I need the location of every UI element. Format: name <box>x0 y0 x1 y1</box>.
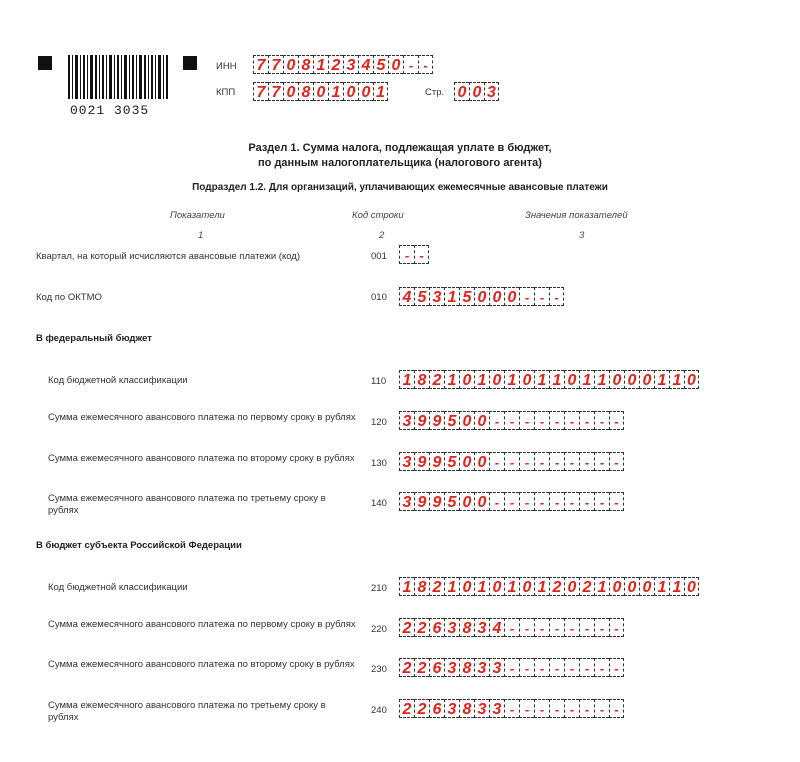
form-cell: 0 <box>684 577 699 596</box>
section-title-line2: по данным налогоплательщика (налогового агента) <box>258 157 542 169</box>
col-indicators: Показатели <box>170 210 225 221</box>
form-cell: 1 <box>534 370 549 389</box>
form-cell: 8 <box>459 699 474 718</box>
form-cell: - <box>609 618 624 637</box>
federal-second-cells <box>399 452 624 471</box>
form-cell: 3 <box>474 699 489 718</box>
federal-first-cells <box>399 411 624 430</box>
form-cell: 0 <box>609 370 624 389</box>
form-cell: - <box>504 699 519 718</box>
form-cell: - <box>534 492 549 511</box>
form-cell: 1 <box>534 577 549 596</box>
col-line-code: Код строки <box>352 210 404 221</box>
form-cell: 7 <box>253 55 268 74</box>
corner-marker-right <box>183 56 197 70</box>
form-cell: - <box>609 658 624 677</box>
form-cell: 3 <box>484 82 499 101</box>
col-num-1: 1 <box>198 230 204 241</box>
form-cell: - <box>594 492 609 511</box>
regional-kbk-code: 210 <box>371 583 387 594</box>
form-cell: 5 <box>459 287 474 306</box>
form-cell: 1 <box>399 370 414 389</box>
form-cell: 5 <box>444 452 459 471</box>
form-cell: 0 <box>283 55 298 74</box>
form-cell: 7 <box>253 82 268 101</box>
regional-second-label: Сумма ежемесячного авансового платежа по второму сроку в рублях <box>48 659 355 670</box>
form-cell: - <box>549 287 564 306</box>
form-cell: 6 <box>429 658 444 677</box>
form-cell: - <box>564 411 579 430</box>
form-cell: 1 <box>444 287 459 306</box>
regional-third-label: Сумма ежемесячного авансового платежа по третьему сроку в рублях <box>48 700 326 723</box>
form-cell: 9 <box>414 452 429 471</box>
federal-kbk-code: 110 <box>371 376 387 387</box>
form-cell: 9 <box>414 411 429 430</box>
form-cell: - <box>519 411 534 430</box>
form-cell: 1 <box>594 370 609 389</box>
federal-third-code: 140 <box>371 498 387 509</box>
quarter-label: Квартал, на который исчисляются авансовые платежи (код) <box>36 251 300 262</box>
col-num-2: 2 <box>379 230 385 241</box>
regional-third-code: 240 <box>371 705 387 716</box>
form-cell: - <box>549 618 564 637</box>
federal-kbk-cells <box>399 370 699 389</box>
oktmo-cells <box>399 287 564 306</box>
form-cell: - <box>594 618 609 637</box>
form-cell: 6 <box>429 618 444 637</box>
form-cell: - <box>534 287 549 306</box>
form-cell: 0 <box>564 370 579 389</box>
federal-first-label: Сумма ежемесячного авансового платежа по первому сроку в рублях <box>48 412 356 423</box>
form-cell: 0 <box>459 577 474 596</box>
form-cell: 3 <box>444 699 459 718</box>
form-cell: 0 <box>504 287 519 306</box>
form-cell: - <box>564 699 579 718</box>
regional-second-cells <box>399 658 624 677</box>
form-cell: - <box>504 411 519 430</box>
subsection-title: Подраздел 1.2. Для организаций, уплачивающих ежемесячные авансовые платежи <box>192 182 608 193</box>
form-cell: - <box>609 699 624 718</box>
form-cell: 2 <box>429 370 444 389</box>
federal-first-code: 120 <box>371 417 387 428</box>
form-cell: - <box>609 452 624 471</box>
section-title-line1: Раздел 1. Сумма налога, подлежащая уплате в бюджет, <box>248 142 552 154</box>
form-cell: 2 <box>549 577 564 596</box>
page-label: Стр. <box>425 87 445 98</box>
form-cell: - <box>534 618 549 637</box>
form-cell: 7 <box>268 82 283 101</box>
form-cell: 5 <box>373 55 388 74</box>
form-cell: 0 <box>343 82 358 101</box>
form-cell: - <box>549 658 564 677</box>
form-cell: - <box>489 492 504 511</box>
form-cell: - <box>504 658 519 677</box>
form-cell: 0 <box>624 577 639 596</box>
form-cell: 0 <box>519 370 534 389</box>
form-cell: - <box>519 699 534 718</box>
form-cell: 4 <box>399 287 414 306</box>
form-cell: 1 <box>313 55 328 74</box>
form-cell: 0 <box>564 577 579 596</box>
form-cell: 1 <box>549 370 564 389</box>
barcode-icon <box>68 55 168 99</box>
form-cell: - <box>579 618 594 637</box>
form-cell: 3 <box>399 411 414 430</box>
form-cell: - <box>579 699 594 718</box>
regional-third-cells <box>399 699 624 718</box>
form-cell: - <box>414 245 429 264</box>
quarter-cells <box>399 245 429 264</box>
form-cell: 0 <box>459 452 474 471</box>
form-cell: 0 <box>283 82 298 101</box>
form-cell: 3 <box>429 287 444 306</box>
form-cell: 0 <box>388 55 403 74</box>
form-cell: - <box>418 55 433 74</box>
form-cell: 2 <box>429 577 444 596</box>
federal-third-cells <box>399 492 624 511</box>
form-cell: 2 <box>414 618 429 637</box>
form-cell: 1 <box>399 577 414 596</box>
form-cell: 1 <box>654 370 669 389</box>
form-cell: 3 <box>399 492 414 511</box>
form-cell: 1 <box>474 577 489 596</box>
form-cell: - <box>504 452 519 471</box>
form-cell: - <box>504 618 519 637</box>
form-cell: - <box>564 618 579 637</box>
form-cell: 1 <box>579 370 594 389</box>
form-cell: 1 <box>669 577 684 596</box>
form-cell: 0 <box>624 370 639 389</box>
form-cell: 0 <box>489 370 504 389</box>
federal-kbk-label: Код бюджетной классификации <box>48 375 188 386</box>
form-cell: 2 <box>414 699 429 718</box>
col-num-3: 3 <box>579 230 585 241</box>
regional-heading: В бюджет субъекта Российской Федерации <box>36 540 242 551</box>
form-cell: - <box>489 452 504 471</box>
inn-cells <box>253 55 433 74</box>
form-cell: - <box>403 55 418 74</box>
form-cell: - <box>519 452 534 471</box>
form-cell: 9 <box>429 411 444 430</box>
form-cell: 1 <box>328 82 343 101</box>
form-cell: 9 <box>429 452 444 471</box>
form-cell: 0 <box>474 287 489 306</box>
form-cell: 0 <box>609 577 624 596</box>
form-cell: - <box>519 618 534 637</box>
federal-heading: В федеральный бюджет <box>36 333 152 344</box>
form-cell: 3 <box>399 452 414 471</box>
form-cell: - <box>564 492 579 511</box>
form-cell: 3 <box>489 658 504 677</box>
form-cell: 0 <box>459 370 474 389</box>
form-cell: 8 <box>414 577 429 596</box>
form-cell: - <box>399 245 414 264</box>
form-cell: 4 <box>358 55 373 74</box>
form-cell: 9 <box>414 492 429 511</box>
form-cell: 2 <box>399 618 414 637</box>
form-cell: - <box>534 699 549 718</box>
form-cell: - <box>534 452 549 471</box>
form-cell: - <box>594 658 609 677</box>
form-cell: 0 <box>454 82 469 101</box>
form-cell: 1 <box>669 370 684 389</box>
form-cell: 3 <box>474 618 489 637</box>
form-cell: 8 <box>298 82 313 101</box>
form-cell: 4 <box>489 618 504 637</box>
form-cell: 3 <box>489 699 504 718</box>
form-cell: 0 <box>639 577 654 596</box>
barcode-number: 0021 3035 <box>70 103 150 118</box>
form-cell: 1 <box>474 370 489 389</box>
form-cell: 0 <box>489 287 504 306</box>
form-cell: 8 <box>459 618 474 637</box>
form-cell: 1 <box>444 370 459 389</box>
form-cell: 0 <box>684 370 699 389</box>
form-cell: 8 <box>459 658 474 677</box>
form-cell: 1 <box>504 370 519 389</box>
quarter-code: 001 <box>371 251 387 262</box>
form-cell: - <box>519 287 534 306</box>
form-cell: 3 <box>444 658 459 677</box>
federal-second-label: Сумма ежемесячного авансового платежа по второму сроку в рублях <box>48 453 355 464</box>
form-cell: 8 <box>298 55 313 74</box>
form-cell: - <box>534 658 549 677</box>
oktmo-code: 010 <box>371 292 387 303</box>
corner-marker-left <box>38 56 52 70</box>
form-cell: 2 <box>328 55 343 74</box>
regional-first-label: Сумма ежемесячного авансового платежа по первому сроку в рублях <box>48 619 356 630</box>
kpp-cells <box>253 82 388 101</box>
form-cell: 1 <box>504 577 519 596</box>
form-cell: 5 <box>444 492 459 511</box>
form-cell: 9 <box>429 492 444 511</box>
form-cell: - <box>534 411 549 430</box>
form-cell: 0 <box>489 577 504 596</box>
form-cell: - <box>579 452 594 471</box>
form-cell: 3 <box>444 618 459 637</box>
form-cell: 8 <box>414 370 429 389</box>
form-cell: 5 <box>444 411 459 430</box>
form-cell: - <box>579 492 594 511</box>
form-cell: 0 <box>639 370 654 389</box>
col-values: Значения показателей <box>525 210 628 221</box>
form-cell: 2 <box>579 577 594 596</box>
regional-kbk-label: Код бюджетной классификации <box>48 582 188 593</box>
form-cell: - <box>594 411 609 430</box>
form-cell: - <box>564 658 579 677</box>
form-cell: - <box>594 699 609 718</box>
form-cell: 1 <box>594 577 609 596</box>
form-cell: 6 <box>429 699 444 718</box>
form-cell: - <box>594 452 609 471</box>
federal-third-label: Сумма ежемесячного авансового платежа по третьему сроку в рублях <box>48 493 326 516</box>
form-cell: - <box>579 411 594 430</box>
form-cell: 3 <box>474 658 489 677</box>
form-cell: 1 <box>444 577 459 596</box>
inn-label: ИНН <box>216 61 237 72</box>
form-cell: - <box>504 492 519 511</box>
form-cell: - <box>549 699 564 718</box>
form-cell: 0 <box>519 577 534 596</box>
form-cell: - <box>519 492 534 511</box>
form-cell: 0 <box>313 82 328 101</box>
kpp-label: КПП <box>216 87 236 98</box>
form-cell: 1 <box>654 577 669 596</box>
form-cell: 2 <box>399 699 414 718</box>
form-cell: - <box>579 658 594 677</box>
page-cells <box>454 82 499 101</box>
form-cell: 7 <box>268 55 283 74</box>
form-cell: 0 <box>469 82 484 101</box>
regional-kbk-cells <box>399 577 699 596</box>
regional-first-cells <box>399 618 624 637</box>
oktmo-label: Код по ОКТМО <box>36 292 102 303</box>
form-cell: 0 <box>459 411 474 430</box>
form-cell: - <box>564 452 579 471</box>
regional-first-code: 220 <box>371 624 387 635</box>
form-cell: 3 <box>343 55 358 74</box>
form-cell: 1 <box>373 82 388 101</box>
form-cell: 0 <box>459 492 474 511</box>
form-cell: 2 <box>414 658 429 677</box>
form-cell: 0 <box>474 411 489 430</box>
form-cell: - <box>609 492 624 511</box>
form-cell: - <box>519 658 534 677</box>
form-cell: - <box>609 411 624 430</box>
form-cell: 0 <box>358 82 373 101</box>
form-cell: - <box>489 411 504 430</box>
regional-second-code: 230 <box>371 664 387 675</box>
form-cell: 5 <box>414 287 429 306</box>
form-cell: - <box>549 411 564 430</box>
form-cell: - <box>549 452 564 471</box>
federal-second-code: 130 <box>371 458 387 469</box>
form-cell: 0 <box>474 492 489 511</box>
form-cell: 2 <box>399 658 414 677</box>
form-cell: 0 <box>474 452 489 471</box>
form-cell: - <box>549 492 564 511</box>
